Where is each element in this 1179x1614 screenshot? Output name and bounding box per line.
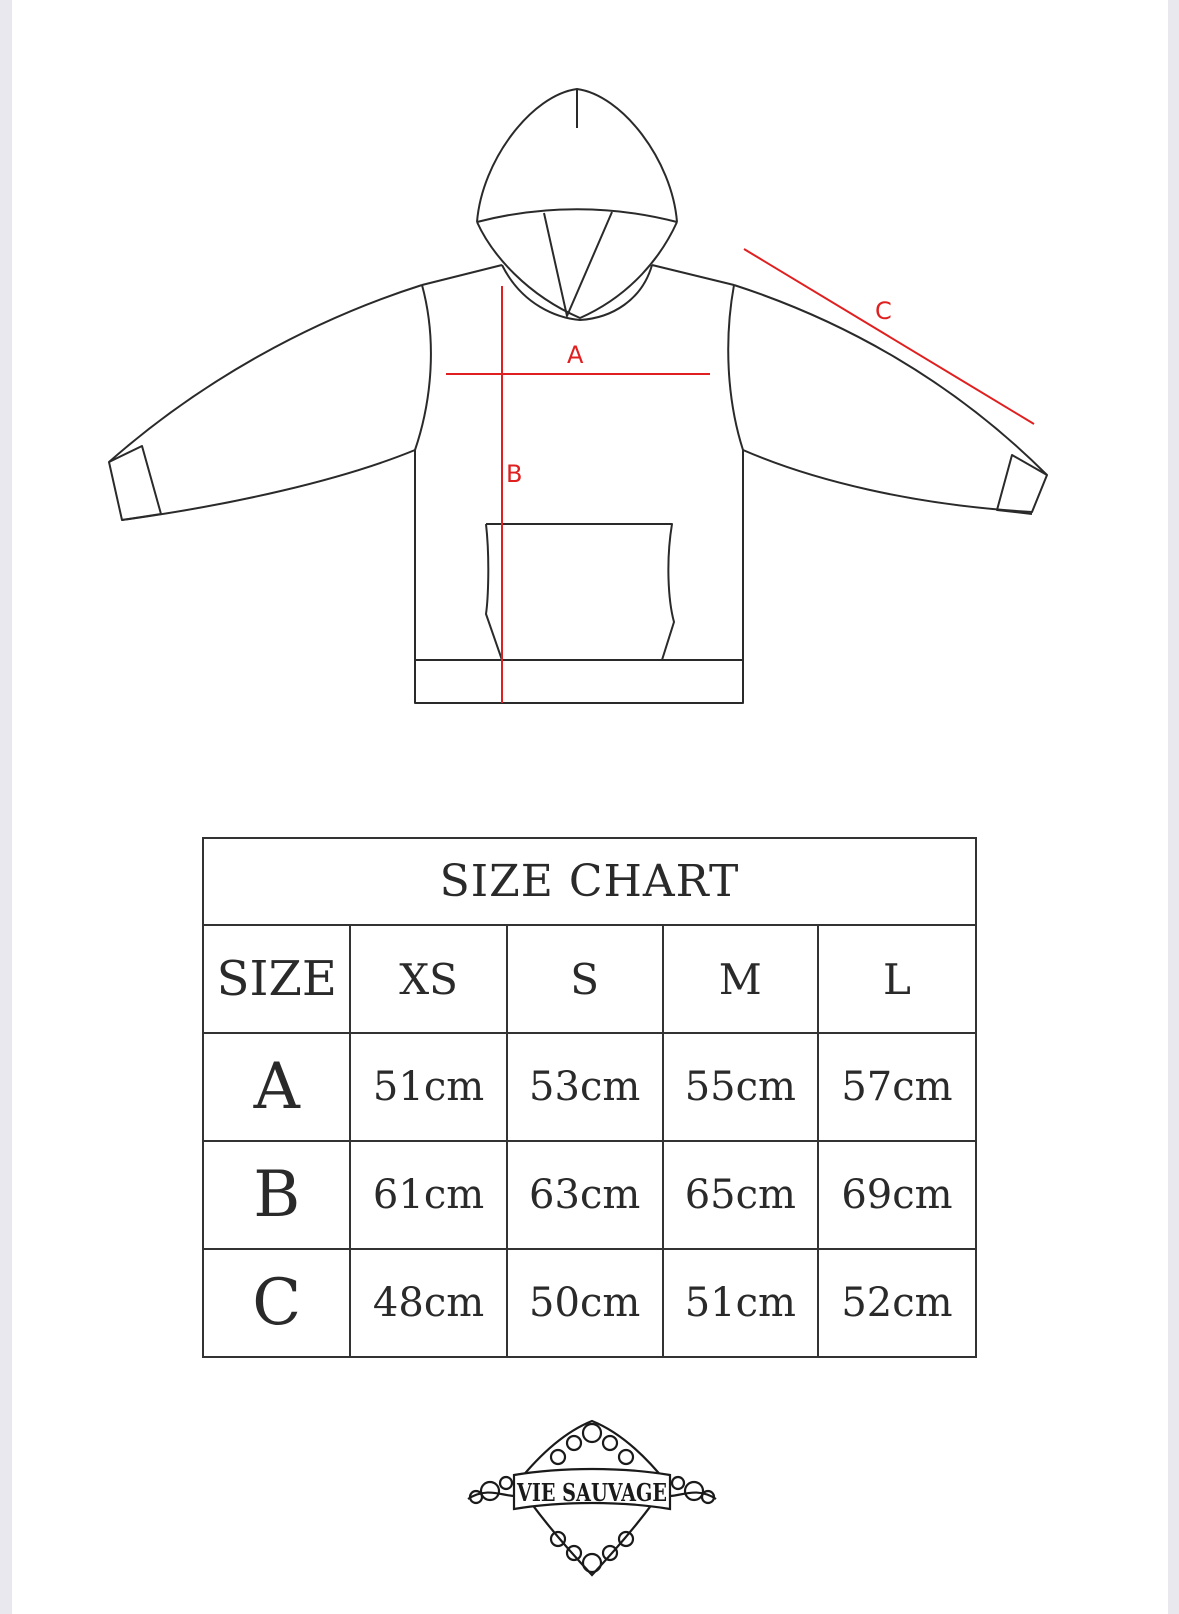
hoodie-diagram [12, 0, 1168, 720]
cell-b-m: 65cm [663, 1141, 818, 1249]
cell-a-m: 55cm [663, 1033, 818, 1141]
waistband [415, 660, 743, 703]
cell-c-s: 50cm [507, 1249, 663, 1357]
page [12, 0, 1168, 1614]
label-c: C [875, 297, 892, 325]
row-label-b: B [203, 1141, 350, 1249]
cell-b-l: 69cm [818, 1141, 976, 1249]
label-a: A [567, 341, 584, 369]
logo-text: VIE SAUVAGE [516, 1478, 667, 1507]
header-m: M [663, 925, 818, 1033]
header-size: SIZE [203, 925, 350, 1033]
cell-c-m: 51cm [663, 1249, 818, 1357]
brand-logo [462, 1413, 722, 1583]
row-label-c: C [203, 1249, 350, 1357]
cell-b-s: 63cm [507, 1141, 663, 1249]
table-row [203, 1249, 976, 1357]
size-chart-table [202, 837, 977, 1358]
header-l: L [818, 925, 976, 1033]
cell-a-l: 57cm [818, 1033, 976, 1141]
cell-b-xs: 61cm [350, 1141, 506, 1249]
cell-a-xs: 51cm [350, 1033, 506, 1141]
kangaroo-pocket [486, 524, 674, 660]
measure-line-c [744, 249, 1034, 424]
row-label-a: A [203, 1033, 350, 1141]
size-chart-title: SIZE CHART [203, 838, 976, 925]
header-xs: XS [350, 925, 506, 1033]
table-row [203, 1033, 976, 1141]
left-sleeve [109, 285, 422, 520]
table-row [203, 1141, 976, 1249]
cell-a-s: 53cm [507, 1033, 663, 1141]
header-s: S [507, 925, 663, 1033]
header-row [203, 925, 976, 1033]
label-b: B [506, 460, 523, 488]
cell-c-xs: 48cm [350, 1249, 506, 1357]
cell-c-l: 52cm [818, 1249, 976, 1357]
hood-opening [477, 209, 677, 222]
